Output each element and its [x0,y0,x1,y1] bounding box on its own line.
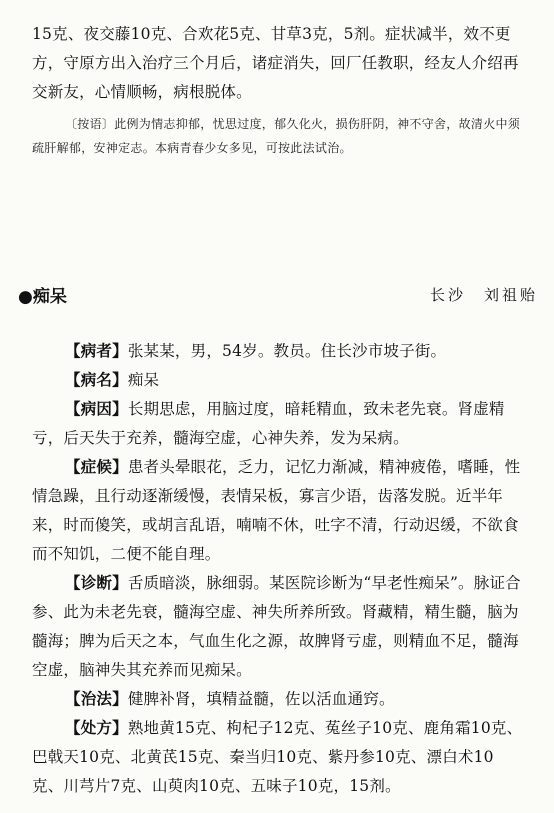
section-title: ●痴呆 [18,287,67,307]
treatment-entry [32,684,524,714]
commentary-note [32,112,524,160]
prescription-label: 【处方】 [65,718,128,737]
note-label: 〔按语〕 [65,117,115,131]
symptoms-entry [32,452,524,569]
symptoms-label: 【症候】 [65,457,128,476]
cause-label: 【病因】 [65,399,128,418]
section-author: 长沙 刘祖贻 [429,286,538,304]
prescription-text: 熟地黄15克、枸杞子12克、菟丝子10克、鹿角霜10克、巴戟天10克、北黄芪15克、秦当归10克、紫丹参10克、漂白术10克、川芎片7克、山萸肉10克、五味子10克，15剂。 [32,719,523,795]
cause-entry [32,394,524,453]
patient-text: 张某某，男，54岁。教员。住长沙市坡子街。 [127,342,447,360]
diagnosis-text: 舌质暗淡，脉细弱。某医院诊断为“早老性痴呆”。脉证合参、此为未老先衰，髓海空虚、神失所养所致。肾藏精，精生髓，脑为髓海；脾为后天之本，气血生化之源，故脾肾亏虚，则精血不足，髓海空虚，脑神失其充养而见痴呆。 [32,574,521,679]
patient-label: 【病者】 [65,341,128,360]
disease-text: 痴呆 [127,371,160,389]
diagnosis-entry [32,568,524,685]
treatment-label: 【治法】 [65,689,128,708]
symptoms-text: 患者头晕眼花，乏力，记忆力渐减，精神疲倦，嗜睡，性情急躁，且行动逐渐缓慢，表情呆板，寡言少语，齿落发脱。近半年来，时而傻笑，或胡言乱语，喃喃不休，吐字不清，行动迟缓，不欲食而不知饥，二便不能自理。 [32,458,521,563]
disease-entry [32,365,524,395]
disease-label: 【病名】 [65,370,128,389]
note-text: 此例为情志抑郁，忧思过度，郁久化火，损伤肝阴，神不守舍，故清火中须疏肝解郁，安神定志。本病青春少女多见，可按此法试治。 [32,117,521,155]
patient-entry [32,336,524,366]
treatment-text: 健脾补肾，填精益髓，佐以活血通窍。 [127,690,395,708]
cause-text: 长期思虑，用脑过度，暗耗精血，致未老先衰。肾虚精亏，后天失于充养，髓海空虚，心神失养，发为呆病。 [32,400,505,447]
diagnosis-label: 【诊断】 [65,573,128,592]
prescription-entry [32,713,524,801]
top-paragraph: 15克、夜交藤10克、合欢花5克、甘草3克，5剂。症状减半，效不更方，守原方出入治疗三个月后，诸症消失，回厂任教职，经友人介绍再交新友，心情顺畅，病根脱体。 [32,25,519,101]
section-heading [18,282,538,308]
